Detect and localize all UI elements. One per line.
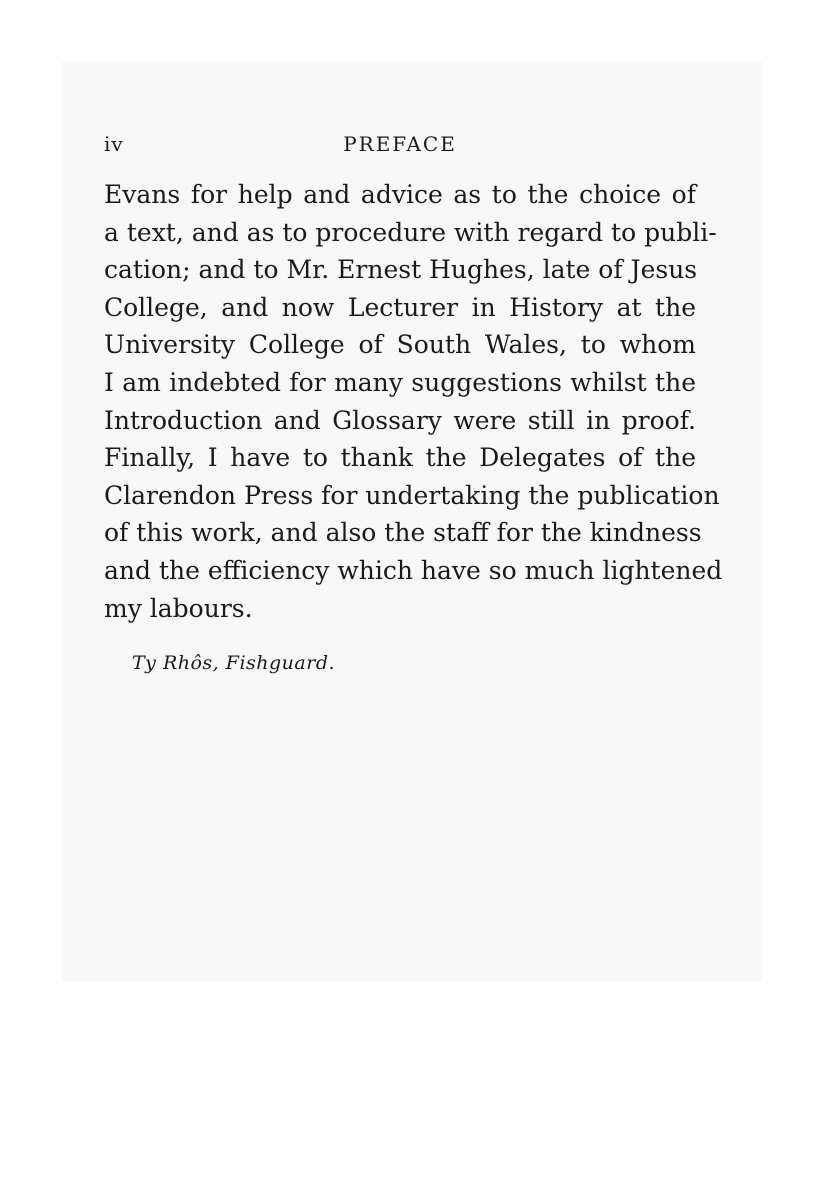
text-line: cation; and to Mr. Ernest Hughes, late of Jesus	[104, 255, 698, 285]
text-line: University College of South Wales, to whom	[104, 330, 696, 360]
text-line: my labours.	[104, 593, 253, 623]
text-line: College, and now Lecturer in History at the	[104, 292, 696, 322]
text-line: I am indebted for many suggestions whilst the	[104, 367, 696, 397]
running-title: PREFACE	[343, 132, 457, 156]
page-number: iv	[104, 132, 124, 156]
text-line: Finally, I have to thank the Delegates of the	[104, 443, 696, 473]
text-line: Evans for help and advice as to the choice of	[104, 180, 696, 209]
signoff-place: Ty Rhôs, Fishguard.	[132, 652, 336, 674]
text-line: Introduction and Glossary were still in proof.	[104, 405, 696, 435]
text-line: of this work, and also the staff for the kindness	[104, 518, 702, 548]
running-head	[104, 132, 696, 162]
text-line: a text, and as to procedure with regard to publi-	[104, 217, 717, 247]
preface-paragraph	[104, 176, 723, 627]
text-line: and the efficiency which have so much lightened	[104, 555, 723, 585]
text-line: Clarendon Press for undertaking the publication	[104, 480, 720, 510]
